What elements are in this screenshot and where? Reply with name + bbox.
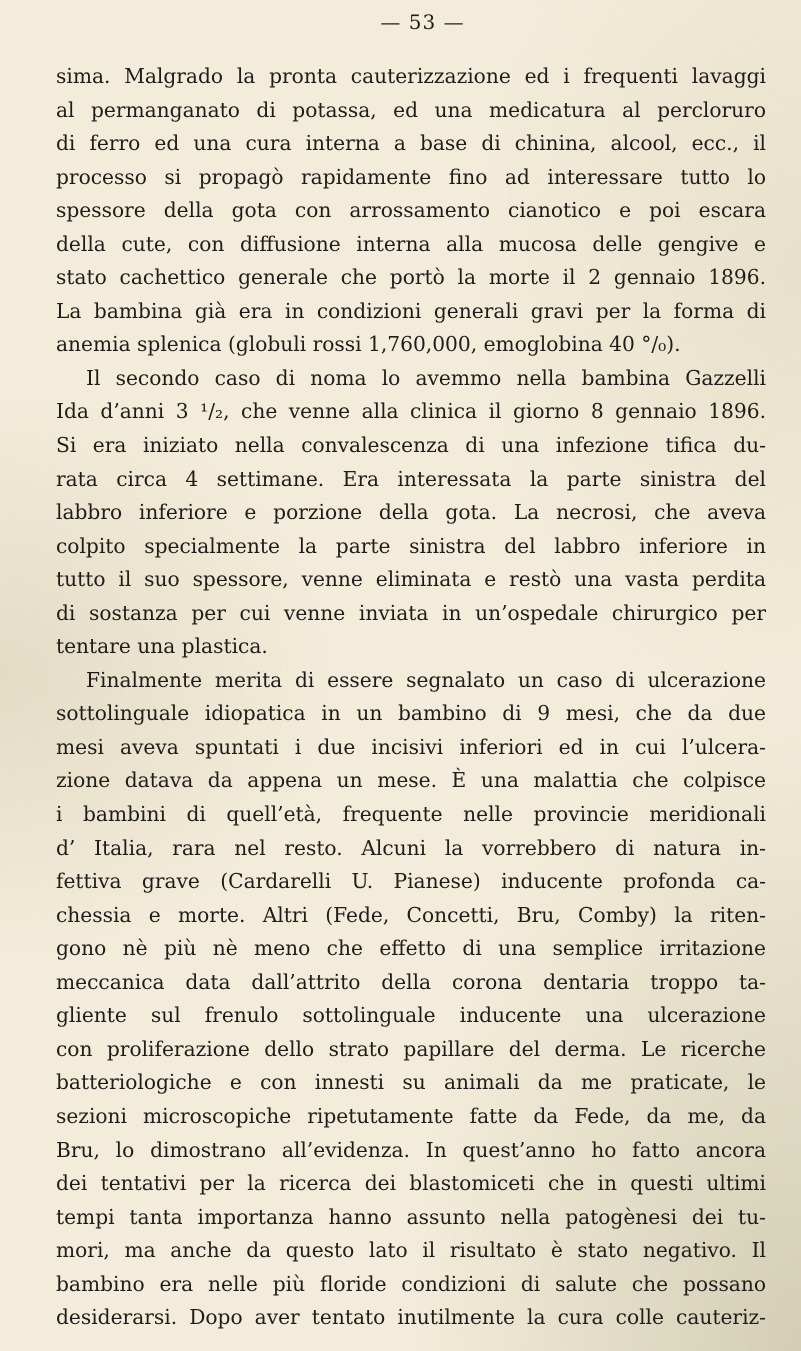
page-number: — 53 — <box>380 10 465 34</box>
text-line: tentare una plastica. <box>56 634 268 659</box>
text-line: di ferro ed una cura interna a base di chinina, alcool, ecc., il <box>56 131 766 156</box>
text-line: meccanica data dall’attrito della corona dentaria troppo ta- <box>56 969 766 994</box>
text-line: spessore della gota con arrossamento cianotico e poi escara <box>56 198 766 223</box>
text-line: tempi tanta importanza hanno assunto nella patogènesi dei tu- <box>56 1204 766 1229</box>
text-line: bambino era nelle più floride condizioni di salute che possano <box>56 1271 766 1296</box>
text-line: sottolinguale idiopatica in un bambino di 9 mesi, che da due <box>56 701 766 726</box>
text-line: fettiva grave (Cardarelli U. Pianese) inducente profonda ca- <box>56 869 766 894</box>
paragraph-start-line: Finalmente merita di essere segnalato un caso di ulcerazione <box>86 667 766 692</box>
text-line: i bambini di quell’età, frequente nelle provincie meridionali <box>56 802 766 827</box>
text-line: anemia splenica (globuli rossi 1,760,000, emoglobina 40 °/₀). <box>56 332 681 357</box>
text-line: Bru, lo dimostrano all’evidenza. In quest’anno ho fatto ancora <box>56 1137 766 1162</box>
text-line: sezioni microscopiche ripetutamente fatte da Fede, da me, da <box>56 1103 766 1128</box>
text-line: di sostanza per cui venne inviata in un’ospedale chirurgico per <box>56 600 766 625</box>
text-line: chessia e morte. Altri (Fede, Concetti, Bru, Comby) la riten- <box>56 902 766 927</box>
text-line: della cute, con diffusione interna alla mucosa delle gengive e <box>56 231 766 256</box>
text-line: colpito specialmente la parte sinistra del labbro inferiore in <box>56 533 766 558</box>
text-line: La bambina già era in condizioni generali gravi per la forma di <box>56 298 766 323</box>
body-text <box>56 60 766 1335</box>
text-line: rata circa 4 settimane. Era interessata la parte sinistra del <box>56 466 766 491</box>
text-line: d’ Italia, rara nel resto. Alcuni la vorrebbero di natura in- <box>56 835 766 860</box>
text-line: con proliferazione dello strato papillare del derma. Le ricerche <box>56 1036 766 1061</box>
text-line: desiderarsi. Dopo aver tentato inutilmente la cura colle cauteriz- <box>56 1305 766 1330</box>
text-line: al permanganato di potassa, ed una medicatura al percloruro <box>56 97 766 122</box>
paragraph-start-line: Il secondo caso di noma lo avemmo nella bambina Gazzelli <box>86 365 766 390</box>
text-line: labbro inferiore e porzione della gota. La necrosi, che aveva <box>56 500 766 525</box>
text-line: processo si propagò rapidamente fino ad interessare tutto lo <box>56 164 766 189</box>
text-line: sima. Malgrado la pronta cauterizzazione ed i frequenti lavaggi <box>56 64 766 88</box>
text-line: gono nè più nè meno che effetto di una semplice irritazione <box>56 936 766 961</box>
text-line: batteriologiche e con innesti su animali da me praticate, le <box>56 1070 766 1095</box>
text-line: gliente sul frenulo sottolinguale inducente una ulcerazione <box>56 1003 766 1028</box>
text-line: tutto il suo spessore, venne eliminata e restò una vasta perdita <box>56 567 766 592</box>
text-line: stato cachettico generale che portò la morte il 2 gennaio 1896. <box>56 265 766 290</box>
text-line: zione datava da appena un mese. È una malattia che colpisce <box>56 768 766 793</box>
text-line: Ida d’anni 3 ¹/₂, che venne alla clinica il giorno 8 gennaio 1896. <box>56 399 766 424</box>
text-line: mesi aveva spuntati i due incisivi inferiori ed in cui l’ulcera- <box>56 734 766 759</box>
text-line: Si era iniziato nella convalescenza di una infezione tifica du- <box>56 433 766 458</box>
text-line: mori, ma anche da questo lato il risultato è stato negativo. Il <box>56 1238 766 1263</box>
text-line: dei tentativi per la ricerca dei blastomiceti che in questi ultimi <box>56 1171 766 1196</box>
